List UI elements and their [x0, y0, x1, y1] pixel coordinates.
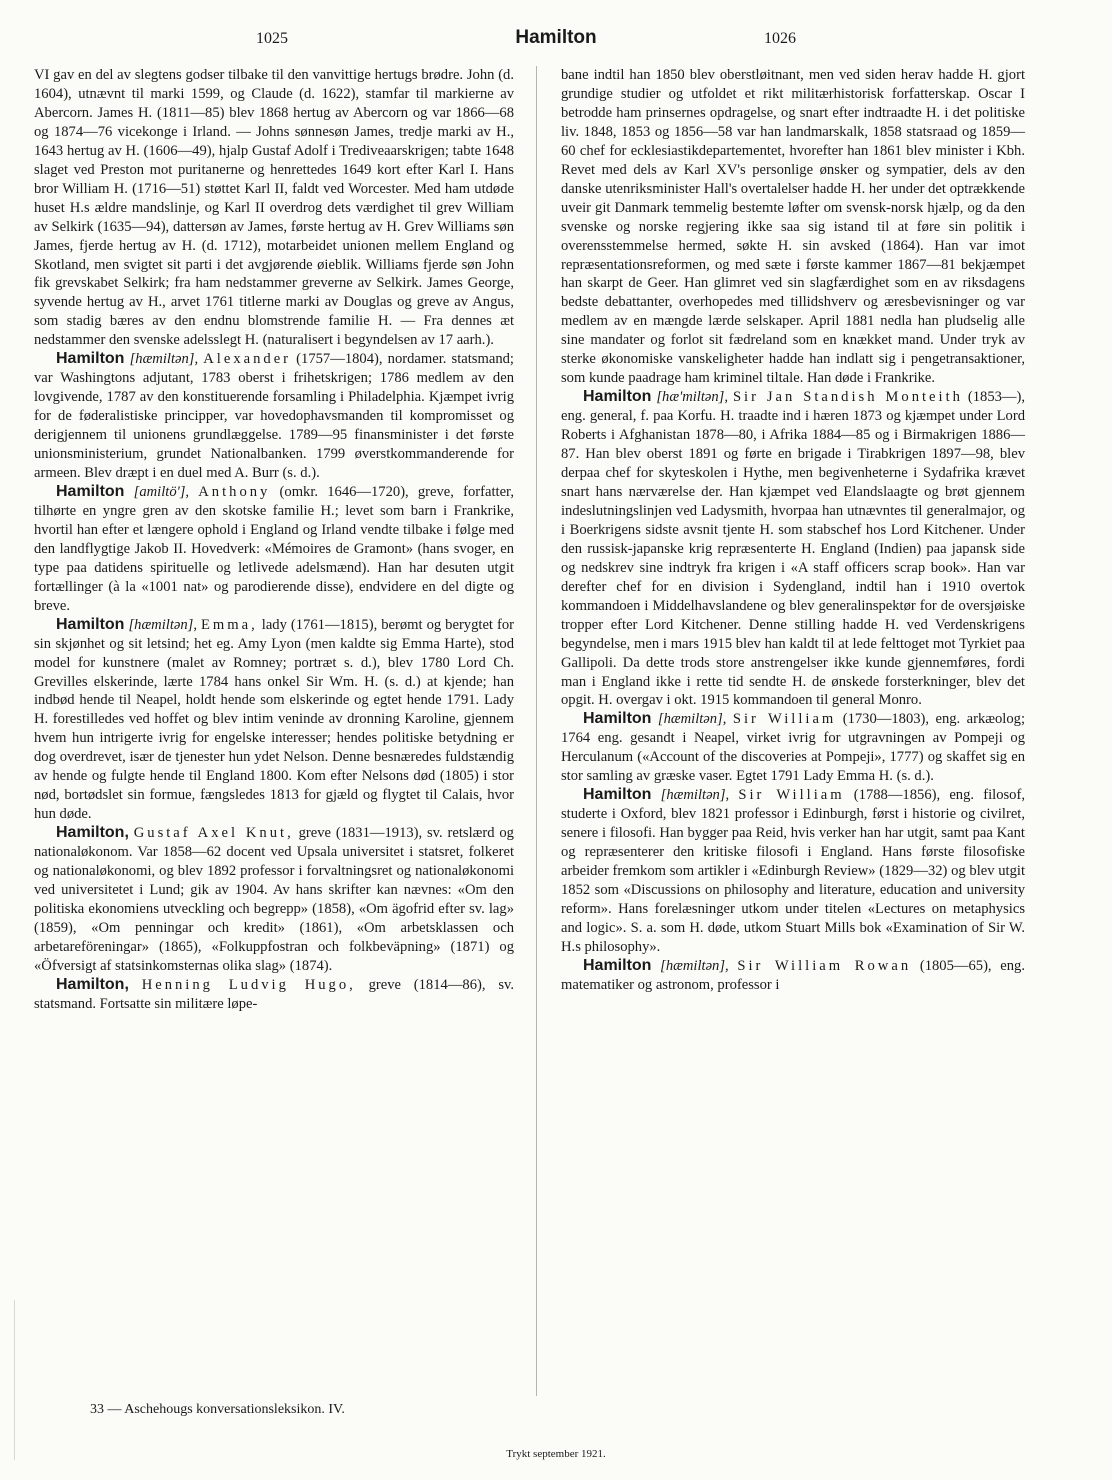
entry-william-rowan-hamilton — [561, 957, 1025, 995]
entry-text: (1853—), eng. general, f. paa Korfu. H. traadte ind i hæren 1873 og kjæmpet under Lord Roberts i Afghanistan 1878—80, i Afrika 1884—85 og i Birmakrigen 1886—87. Han blev oberst 1891 og førte en brigade i Tirabkrigen 1897—98, blev derpaa chef for skyteskolen i Hythe, men begivenheterne i Sydafrika krævet snart hans nærværelse der. Han kjæmpet ved Elandslaagte og brøt gjennem indeslutningslinjen ved Ladysmith, hvorpaa han utnævntes til generalmajor, og i Boerkrigens sidste avsnit tjente H. som stabschef hos Lord Kitchener. Under den russisk-japanske krig repræsenterte H. England (Indien) paa japansk side og nedskrev sine indtryk fra krigen i «A staff officers scrap book». Han var derefter chef for en division i Sydengland, indtil han i 1910 overtok kommandoen i Middelhavslandene og blev generalinspektør for de oversjøiske tropper efter Lord Kitchener. Denne stilling hadde H. ved Verdenskrigens begyndelse, men i mars 1915 blev han kaldt til at lede felttoget mot Tyrkiet paa Gallipoli. Da dette trods store anstrengelser ikke kunde gjennemføres, fordi man i England ikke i rette tid sendte H. de ønskede forsterkninger, blev det opgit. H. overgav i okt. 1915 kommandoen til general Monro. — [561, 389, 1026, 709]
entry-continuation: VI gav en del av slegtens godser tilbake til den vanvittige hertugs brødre. John (d. 1604), utnævnt til marki 1599, og Claude (d. 1622), stamfar til markierne av Abercorn. James H. (1811—85) blev 1868 hertug av Abercorn og var 1866—68 og 1874—76 vicekonge i Irland. — Johns sønnesøn James, tredje marki av H., 1643 hertug av H. (1606—49), hjalp Gustaf Adolf i Trediveaarskrigen; tabte 1648 slaget ved Preston mot puritanerne og henrettedes 1649 kort efter Karl I. Hans bror William H. (1716—51) støttet Karl II, faldt ved Worcester. Med ham utdøde huset H.s ældre mandslinje, og Karl II overdrog dets værdighet til grev William av Selkirk (1635—94), dattersøn av James, første hertug av H. Grev Williams søn James, fjerde hertug av H. (d. 1712), motarbeidet unionen mellem England og Skotland, men svigtet sit parti i det avgjørende øieblik. Williams fjerde søn John fik grevskabet Selkirk; fra ham nedstammer greverne av Selkirk. James George, syvende hertug av H., arvet 1761 titlerne marki av Douglas og greve av Angus, som stadig bæres av den endnu blomstrende familie H. — Fra dennes æt nedstammer den svenske adelsslegt H. (naturalisert i begyndelsen av 17 aarh.). — [34, 67, 514, 349]
entry-text: lady (1761—1815), berømt og berygtet for sin skjønhet og sit letsind; het eg. Amy Lyon (men kaldte sig Emma Harte), stod model for kunstnere (malet av Romney; portræt s. d.), blev 1780 Lord Ch. Grevilles elskerinde, lærte 1784 hans onkel Sir Wm. H. (s. d.) at kjende; han indbød hende til Neapel, holdt hende som elskerinde og egtet hende 1791. Lady H. forestilledes ved hoffet og blev intim veninde av dronning Karoline, gjennem hvem hun intrigerte ivrig for engelske interesser; hendes politiske betydning er dog overdrevet, især de tjenester hun ydet Nelson. Denne besnæredes fuldstændig av hende og fulgte hende til England 1800. Kom efter Nelsons død (1805) i stor nød, bortødslet sin formue, fængsledes 1813 for gjæld og flygtet til Calais, hvor hun døde. — [34, 616, 515, 823]
entry-name: Sir Jan Standish Monteith — [732, 389, 963, 406]
right-column — [561, 66, 1025, 995]
entry-pronunciation: [hæmiltən], — [660, 787, 730, 804]
print-note: Trykt september 1921. — [506, 1448, 606, 1460]
entry-william-hamilton-1788 — [561, 786, 1025, 957]
entry-pronunciation: [hæmiltən], — [129, 351, 199, 368]
entry-name: Anthony — [198, 483, 271, 500]
page-title: Hamilton — [515, 27, 597, 48]
entry-text: greve (1831—1913), sv. retslærd og nationaløkonom. Var 1858—62 docent ved Upsala universitet i statsret, folkeret og nationaløkonomi, og blev 1892 professor i forvaltningsret og nationaløkonomi ved universitetet i Lund; gik av 1904. Av hans skrifter kan nævnes: «Om den politiska ekonomiens utveckling och begrepp» (1858), «Om ägofrid efter sv. lag» (1859), «Om penningar och kredit» (1861), «Om arbetsklassen och arbetareföreningar» (1865), «Folkuppfostran och folkbeväpning» (1871) og «Öfversigt af statsinkomsternas olika slag» (1874). — [34, 825, 514, 974]
entry-name: Sir William — [738, 787, 845, 804]
entry-text: (1805—65), eng. matematiker og astronom, professor i — [561, 957, 1025, 993]
entry-william-hamilton-1730 — [561, 710, 1025, 786]
entry-anthony-hamilton — [34, 483, 514, 616]
entry-gustaf-hamilton — [34, 824, 514, 976]
entry-name: Alexander — [203, 351, 292, 368]
entry-pronunciation: [hæmiltən], — [660, 957, 729, 974]
entry-name: Gustaf Axel Knut, — [133, 825, 294, 842]
entry-text: (1730—1803), eng. arkæolog; 1764 eng. gesandt i Neapel, virket ivrig for utgravningen av Pompeji og Herculanum («Account of the discoveries at Pompeji», 1777) og skaffet sig en stor samling av græske vaser. Egtet 1791 Lady Emma H. (s. d.). — [561, 711, 1025, 785]
entry-continuation: bane indtil han 1850 blev oberstløitnant, men ved siden herav hadde H. gjort grundige studier og utfoldet et rikt militærhistorisk forfatterskap. Oscar I betrodde ham prinsernes opdragelse, og snart efter indtraadte H. i det politiske liv. 1848, 1853 og 1856—58 var han landmarskalk, 1858 statsraad og 1859—60 chef for ecklesiastikdepartementet, hvorefter han 1861 blev minister i Kbh. Revet med dels av Karl XV's personlige ønsker og sympatier, dels av den danske utenriksminister Hall's overtalelser hadde H. her under det optrækkende uveir git Danmark temmelig bestemte løfter om svensk-norsk hjælp, og da den svenske og norske regjering ikke saa sig istand til at føre sin politik i overensstemmelse hermed, søkte H. sin avsked (1864). Han var imot repræsentationsreformen, og med sæte i første kammer 1867—81 bekjæmpet han skarpt de Geer. Han glimret ved sin slagfærdighet som en av riksdagens bedste debattanter, overhopedes med tillidshverv og æresbevisninger og var medlem av en mængde lærde selskaper. April 1881 nedla han pludselig alle sine mandater og forlot sit fædreland som en knækket mand. Under tryk av sterke økonomiske vanskeligheter hadde han indlatt sig i pengetransaktioner, som kunde paadrage ham kriminel tiltale. Han døde i Frankrike. — [561, 67, 1025, 387]
entry-headword: Hamilton — [583, 956, 652, 974]
margin-line — [14, 1300, 15, 1460]
entry-name: Sir William Rowan — [737, 957, 912, 974]
entry-headword: Hamilton — [56, 482, 125, 500]
entry-text: (1788—1856), eng. filosof, studerte i Oxford, blev 1821 professor i Edinburgh, først i historie og civilret, senere i filosofi. Han bygger paa Reid, hvis verker han har utgit, samt paa Kant og repræsenterer den kritiske filosofi i England. Hans første filosofiske arbeider fremkom som artikler i «Edinburgh Review» (1829—32) og blev utgit 1852 som «Discussions on philosophy and literature, education and university reform». Hans forelæsninger utkom under titelen «Lectures on metaphysics and logic». S. a. som H. døde, utkom Stuart Mills bok «Examination of Sir W. H.s philosophy». — [561, 787, 1025, 955]
entry-name: Emma, — [201, 616, 258, 633]
column-divider — [536, 66, 537, 1396]
entry-emma-hamilton — [34, 616, 514, 824]
entry-headword: Hamilton, — [56, 824, 129, 842]
entry-headword: Hamilton — [56, 615, 125, 633]
entry-headword: Hamilton — [583, 710, 652, 728]
signature-line: 33 — Aschehougs konversationsleksikon. IV. — [90, 1402, 345, 1417]
entry-text: greve (1814—86), sv. statsmand. Fortsatte sin militære løpe- — [34, 976, 514, 1012]
entry-text: (1757—1804), nordamer. statsmand; var Washingtons adjutant, 1783 oberst i frihetskrigen; 1786 medlem av den lovgivende, 1787 av den konstituerende forsamling i Philadelphia. Kjæmpet ivrig for de føderalistiske principper, var hovedophavsmanden til kompromisset og derigjennem til unionens grundlæggelse. 1789—95 finansminister i det første unionsministerium, grundet Nationalbanken. 1799 øverstkommanderende for armeen. Blev dræpt i en duel med A. Burr (s. d.). — [34, 351, 514, 482]
entry-pronunciation: [hæmiltən], — [128, 616, 197, 633]
entry-headword: Hamilton — [583, 786, 652, 804]
entry-headword: Hamilton — [583, 388, 652, 406]
entry-alexander-hamilton — [34, 350, 514, 483]
entry-jan-hamilton — [561, 388, 1025, 710]
page-number-right: 1026 — [764, 30, 796, 47]
entry-pronunciation: [amiltö'], — [133, 483, 190, 500]
entry-headword: Hamilton — [56, 350, 125, 368]
entry-name: Sir William — [732, 711, 837, 728]
left-column — [34, 66, 514, 1014]
entry-text: (omkr. 1646—1720), greve, forfatter, tilhørte en yngre gren av den skotske familie H.; levet som barn i Frankrike, hvortil han efter et længere ophold i England og Irland vendte tilbake i følge med den landflygtige Jakob II. Hovedverk: «Mémoires de Gramont» (hans svoger, en type paa datidens spirituelle og letlivede adelsmænd). Han har desuten utgit fortællinger (à la «1001 nat» og parodierende disse), endvidere en del digte og breve. — [34, 483, 514, 614]
page-number-left: 1025 — [256, 30, 288, 47]
entry-headword: Hamilton, — [56, 975, 129, 993]
entry-pronunciation: [hæmiltən], — [657, 711, 727, 728]
entry-henning-hamilton — [34, 976, 514, 1014]
entry-pronunciation: [hæ'miltən], — [656, 389, 729, 406]
entry-name: Henning Ludvig Hugo, — [141, 976, 356, 993]
